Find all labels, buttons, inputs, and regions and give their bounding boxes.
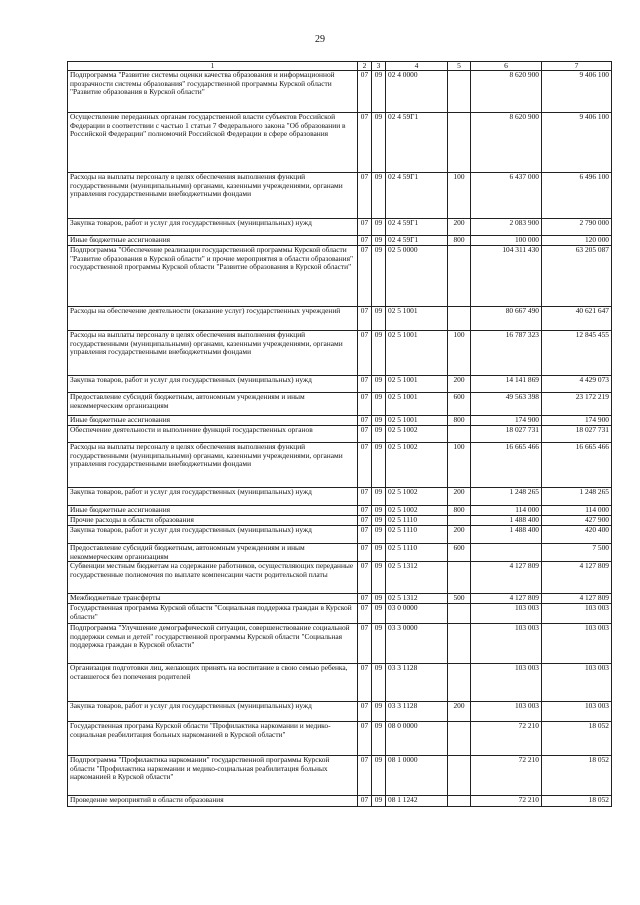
expense-type-cell: 100 (448, 443, 471, 488)
amount-col7-cell: 4 127 809 (542, 562, 612, 594)
row-name-cell: Иные бюджетные ассигнования (68, 506, 358, 516)
amount-col6-cell: 18 027 731 (471, 426, 542, 443)
section-code-cell: 07 (358, 506, 372, 516)
amount-col7-cell: 174 900 (542, 416, 612, 426)
row-name-cell: Предоставление субсидий бюджетным, автономным учреждениям и иным некоммерческим организациям (68, 544, 358, 562)
subsection-code-cell: 09 (372, 722, 386, 756)
amount-col6-cell: 16 665 466 (471, 443, 542, 488)
expense-type-cell: 100 (448, 173, 471, 219)
amount-col7-cell: 63 205 087 (542, 246, 612, 307)
amount-col7-cell: 4 429 073 (542, 376, 612, 393)
expense-type-cell: 500 (448, 594, 471, 604)
amount-col6-cell: 174 900 (471, 416, 542, 426)
header-cell-3: 3 (372, 62, 386, 71)
amount-col6-cell: 16 787 323 (471, 331, 542, 376)
row-name-cell: Подпрограмма "Профилактика наркомании" государственной программы Курской области "Профилактика наркомании и медико-социальная реабилитация больных наркоманией в Курской области" (68, 756, 358, 796)
section-code-cell: 07 (358, 331, 372, 376)
expense-type-cell: 600 (448, 544, 471, 562)
expense-type-cell: 800 (448, 236, 471, 246)
target-article-cell: 03 0 0000 (386, 604, 448, 624)
row-name-cell: Иные бюджетные ассигнования (68, 236, 358, 246)
row-name-cell: Закупка товаров, работ и услуг для государственных (муниципальных) нужд (68, 526, 358, 544)
subsection-code-cell: 09 (372, 331, 386, 376)
expense-type-cell: 200 (448, 219, 471, 236)
expense-type-cell (448, 71, 471, 113)
amount-col6-cell: 6 437 000 (471, 173, 542, 219)
table-row (68, 416, 612, 426)
amount-col6-cell: 4 127 809 (471, 562, 542, 594)
budget-table (67, 61, 612, 807)
target-article-cell: 08 1 1242 (386, 796, 448, 807)
target-article-cell: 02 5 1001 (386, 331, 448, 376)
row-name-cell: Проведение мероприятий в области образования (68, 796, 358, 807)
table-row (68, 236, 612, 246)
expense-type-cell (448, 722, 471, 756)
target-article-cell: 02 5 1001 (386, 416, 448, 426)
table-row (68, 624, 612, 664)
expense-type-cell: 200 (448, 702, 471, 722)
expense-type-cell (448, 624, 471, 664)
expense-type-cell: 200 (448, 376, 471, 393)
section-code-cell: 07 (358, 376, 372, 393)
table-row (68, 307, 612, 331)
row-name-cell: Расходы на обеспечение деятельности (оказание услуг) государственных учреждений (68, 307, 358, 331)
target-article-cell: 02 5 0000 (386, 246, 448, 307)
row-name-cell: Закупка товаров, работ и услуг для государственных (муниципальных) нужд (68, 702, 358, 722)
table-row (68, 722, 612, 756)
amount-col7-cell: 18 027 731 (542, 426, 612, 443)
expense-type-cell (448, 426, 471, 443)
amount-col6-cell: 1 488 400 (471, 526, 542, 544)
amount-col6-cell: 114 000 (471, 506, 542, 516)
subsection-code-cell: 09 (372, 702, 386, 722)
expense-type-cell (448, 307, 471, 331)
subsection-code-cell: 09 (372, 173, 386, 219)
amount-col6-cell: 103 003 (471, 604, 542, 624)
table-row (68, 376, 612, 393)
section-code-cell: 07 (358, 443, 372, 488)
amount-col6-cell: 8 620 900 (471, 113, 542, 173)
amount-col6-cell: 49 563 398 (471, 393, 542, 416)
amount-col7-cell: 1 248 265 (542, 488, 612, 506)
amount-col6-cell: 103 003 (471, 664, 542, 702)
subsection-code-cell: 09 (372, 526, 386, 544)
amount-col7-cell: 40 621 647 (542, 307, 612, 331)
subsection-code-cell: 09 (372, 416, 386, 426)
target-article-cell: 02 4 0000 (386, 71, 448, 113)
amount-col6-cell: 8 620 900 (471, 71, 542, 113)
expense-type-cell (448, 516, 471, 526)
table-row (68, 331, 612, 376)
amount-col7-cell: 427 900 (542, 516, 612, 526)
page-number: 29 (315, 34, 325, 45)
subsection-code-cell: 09 (372, 246, 386, 307)
row-name-cell: Расходы на выплаты персоналу в целях обеспечения выполнения функций государственными (муниципальными) органами, казенными учреждениями, органами управления государственными внебюджетными фондами (68, 173, 358, 219)
subsection-code-cell: 09 (372, 488, 386, 506)
amount-col7-cell: 18 052 (542, 722, 612, 756)
amount-col6-cell: 2 083 900 (471, 219, 542, 236)
section-code-cell: 07 (358, 219, 372, 236)
amount-col7-cell: 9 406 100 (542, 71, 612, 113)
amount-col7-cell: 6 496 100 (542, 173, 612, 219)
table-row (68, 702, 612, 722)
section-code-cell: 07 (358, 393, 372, 416)
row-name-cell: Расходы на выплаты персоналу в целях обеспечения выполнения функций государственными (муниципальными) органами, казенными учреждениями, органами управления государственными внебюджетными фондами (68, 443, 358, 488)
target-article-cell: 02 4 59Г1 (386, 236, 448, 246)
table-row (68, 594, 612, 604)
amount-col6-cell: 1 488 400 (471, 516, 542, 526)
section-code-cell: 07 (358, 624, 372, 664)
expense-type-cell: 800 (448, 506, 471, 516)
expense-type-cell: 600 (448, 393, 471, 416)
amount-col6-cell (471, 544, 542, 562)
target-article-cell: 03 3 1128 (386, 702, 448, 722)
row-name-cell: Иные бюджетные ассигнования (68, 416, 358, 426)
row-name-cell: Осуществление переданных органам государственной власти субъектов Российской Федерации в соответствии с частью 1 статьи 7 Федерального закона "Об образовании в Российской Федерации" полномочий Российской Федерации в сфере образования (68, 113, 358, 173)
row-name-cell: Подпрограмма "Обеспечение реализации государственной программы Курской области "Развитие образования в Курской области" и прочие мероприятия в области образования" государственной программы Курской области "Развитие образования в Курской области" (68, 246, 358, 307)
amount-col7-cell: 2 790 000 (542, 219, 612, 236)
target-article-cell: 02 4 59Г1 (386, 219, 448, 236)
expense-type-cell (448, 796, 471, 807)
table-row (68, 796, 612, 807)
target-article-cell: 02 5 1110 (386, 526, 448, 544)
table-row (68, 488, 612, 506)
subsection-code-cell: 09 (372, 443, 386, 488)
row-name-cell: Прочие расходы в области образования (68, 516, 358, 526)
row-name-cell: Обеспечение деятельности и выполнение функций государственных органов (68, 426, 358, 443)
section-code-cell: 07 (358, 113, 372, 173)
amount-col7-cell: 103 003 (542, 702, 612, 722)
section-code-cell: 07 (358, 702, 372, 722)
amount-col7-cell: 114 000 (542, 506, 612, 516)
subsection-code-cell: 09 (372, 376, 386, 393)
table-row (68, 246, 612, 307)
amount-col7-cell: 16 665 466 (542, 443, 612, 488)
section-code-cell: 07 (358, 664, 372, 702)
amount-col7-cell: 420 400 (542, 526, 612, 544)
expense-type-cell (448, 664, 471, 702)
amount-col6-cell: 103 003 (471, 702, 542, 722)
target-article-cell: 02 5 1312 (386, 594, 448, 604)
subsection-code-cell: 09 (372, 562, 386, 594)
section-code-cell: 07 (358, 71, 372, 113)
row-name-cell: Предоставление субсидий бюджетным, автономным учреждениям и иным некоммерческим организациям (68, 393, 358, 416)
target-article-cell: 02 5 1110 (386, 516, 448, 526)
row-name-cell: Подпрограмма "Развитие системы оценки качества образования и информационной прозрачности системы образования" государственной программы Курской области "Развитие образования в Курской области" (68, 71, 358, 113)
amount-col6-cell: 103 003 (471, 624, 542, 664)
target-article-cell: 02 5 1002 (386, 488, 448, 506)
table-row (68, 219, 612, 236)
expense-type-cell (448, 562, 471, 594)
subsection-code-cell: 09 (372, 113, 386, 173)
amount-col7-cell: 103 003 (542, 624, 612, 664)
header-cell-4: 4 (386, 62, 448, 71)
section-code-cell: 07 (358, 488, 372, 506)
amount-col6-cell: 104 311 430 (471, 246, 542, 307)
section-code-cell: 07 (358, 246, 372, 307)
header-cell-1: 1 (68, 62, 358, 71)
amount-col7-cell: 18 052 (542, 796, 612, 807)
subsection-code-cell: 09 (372, 219, 386, 236)
amount-col7-cell: 4 127 809 (542, 594, 612, 604)
expense-type-cell: 200 (448, 488, 471, 506)
target-article-cell: 02 5 1001 (386, 307, 448, 331)
table-row (68, 756, 612, 796)
subsection-code-cell: 09 (372, 594, 386, 604)
amount-col6-cell: 100 000 (471, 236, 542, 246)
table-row (68, 604, 612, 624)
section-code-cell: 07 (358, 562, 372, 594)
amount-col6-cell: 80 667 490 (471, 307, 542, 331)
header-cell-6: 6 (471, 62, 542, 71)
row-name-cell: Расходы на выплаты персоналу в целях обеспечения выполнения функций государственными (муниципальными) органами, казенными учреждениями, органами управления государственными внебюджетными фондами (68, 331, 358, 376)
row-name-cell: Подпрограмма "Улучшение демографической ситуации, совершенствование социальной поддержки семьи и детей" государственной программы Курской области "Социальная поддержка граждан в Курской области" (68, 624, 358, 664)
target-article-cell: 02 5 1001 (386, 393, 448, 416)
row-name-cell: Закупка товаров, работ и услуг для государственных (муниципальных) нужд (68, 219, 358, 236)
table-row (68, 426, 612, 443)
row-name-cell: Закупка товаров, работ и услуг для государственных (муниципальных) нужд (68, 376, 358, 393)
table-row (68, 443, 612, 488)
subsection-code-cell: 09 (372, 71, 386, 113)
amount-col7-cell: 23 172 219 (542, 393, 612, 416)
section-code-cell: 07 (358, 526, 372, 544)
amount-col6-cell: 72 210 (471, 796, 542, 807)
target-article-cell: 02 5 1001 (386, 376, 448, 393)
section-code-cell: 07 (358, 173, 372, 219)
target-article-cell: 08 0 0000 (386, 722, 448, 756)
target-article-cell: 02 5 1002 (386, 506, 448, 516)
header-cell-5: 5 (448, 62, 471, 71)
amount-col6-cell: 14 141 869 (471, 376, 542, 393)
expense-type-cell (448, 113, 471, 173)
expense-type-cell (448, 246, 471, 307)
header-cell-2: 2 (358, 62, 372, 71)
target-article-cell: 02 5 1312 (386, 562, 448, 594)
subsection-code-cell: 09 (372, 756, 386, 796)
subsection-code-cell: 09 (372, 516, 386, 526)
section-code-cell: 07 (358, 426, 372, 443)
subsection-code-cell: 09 (372, 307, 386, 331)
row-name-cell: Государственная програма Курской области "Профилактика наркомании и медико-социальная реабилитация больных наркоманией в Курской области" (68, 722, 358, 756)
subsection-code-cell: 09 (372, 393, 386, 416)
subsection-code-cell: 09 (372, 624, 386, 664)
table-row (68, 562, 612, 594)
target-article-cell: 03 3 1128 (386, 664, 448, 702)
section-code-cell: 07 (358, 516, 372, 526)
section-code-cell: 07 (358, 594, 372, 604)
row-name-cell: Межбюджетные трансферты (68, 594, 358, 604)
subsection-code-cell: 09 (372, 236, 386, 246)
row-name-cell: Организация подготовки лиц, желающих принять на воспитание в свою семью ребенка, оставшегося без попечения родителей (68, 664, 358, 702)
expense-type-cell (448, 604, 471, 624)
subsection-code-cell: 09 (372, 426, 386, 443)
section-code-cell: 07 (358, 722, 372, 756)
amount-col7-cell: 103 003 (542, 604, 612, 624)
amount-col7-cell: 7 500 (542, 544, 612, 562)
table-row (68, 71, 612, 113)
target-article-cell: 02 4 59Г1 (386, 173, 448, 219)
table-row (68, 526, 612, 544)
section-code-cell: 07 (358, 796, 372, 807)
table-row (68, 113, 612, 173)
table-row (68, 544, 612, 562)
section-code-cell: 07 (358, 604, 372, 624)
amount-col7-cell: 9 406 100 (542, 113, 612, 173)
target-article-cell: 02 5 1002 (386, 443, 448, 488)
amount-col7-cell: 12 845 455 (542, 331, 612, 376)
expense-type-cell: 200 (448, 526, 471, 544)
expense-type-cell: 100 (448, 331, 471, 376)
table-row (68, 173, 612, 219)
amount-col7-cell: 103 003 (542, 664, 612, 702)
subsection-code-cell: 09 (372, 544, 386, 562)
amount-col6-cell: 4 127 809 (471, 594, 542, 604)
expense-type-cell (448, 756, 471, 796)
amount-col7-cell: 120 000 (542, 236, 612, 246)
amount-col7-cell: 18 052 (542, 756, 612, 796)
section-code-cell: 07 (358, 307, 372, 331)
header-cell-7: 7 (542, 62, 612, 71)
target-article-cell: 02 4 59Г1 (386, 113, 448, 173)
section-code-cell: 07 (358, 416, 372, 426)
row-name-cell: Закупка товаров, работ и услуг для государственных (муниципальных) нужд (68, 488, 358, 506)
expense-type-cell: 800 (448, 416, 471, 426)
target-article-cell: 02 5 1002 (386, 426, 448, 443)
row-name-cell: Субвенции местным бюджетам на содержание работников, осуществляющих переданные государственные полномочия по выплате компенсации части родительской платы (68, 562, 358, 594)
table-row (68, 506, 612, 516)
target-article-cell: 08 1 0000 (386, 756, 448, 796)
table-row (68, 393, 612, 416)
amount-col6-cell: 72 210 (471, 756, 542, 796)
table-row (68, 664, 612, 702)
amount-col6-cell: 1 248 265 (471, 488, 542, 506)
table-row (68, 516, 612, 526)
section-code-cell: 07 (358, 544, 372, 562)
subsection-code-cell: 09 (372, 604, 386, 624)
header-row (68, 62, 612, 71)
target-article-cell: 03 3 0000 (386, 624, 448, 664)
section-code-cell: 07 (358, 756, 372, 796)
target-article-cell: 02 5 1110 (386, 544, 448, 562)
subsection-code-cell: 09 (372, 664, 386, 702)
row-name-cell: Государственная программа Курской области "Социальная поддержка граждан в Курской области" (68, 604, 358, 624)
section-code-cell: 07 (358, 236, 372, 246)
subsection-code-cell: 09 (372, 506, 386, 516)
amount-col6-cell: 72 210 (471, 722, 542, 756)
subsection-code-cell: 09 (372, 796, 386, 807)
